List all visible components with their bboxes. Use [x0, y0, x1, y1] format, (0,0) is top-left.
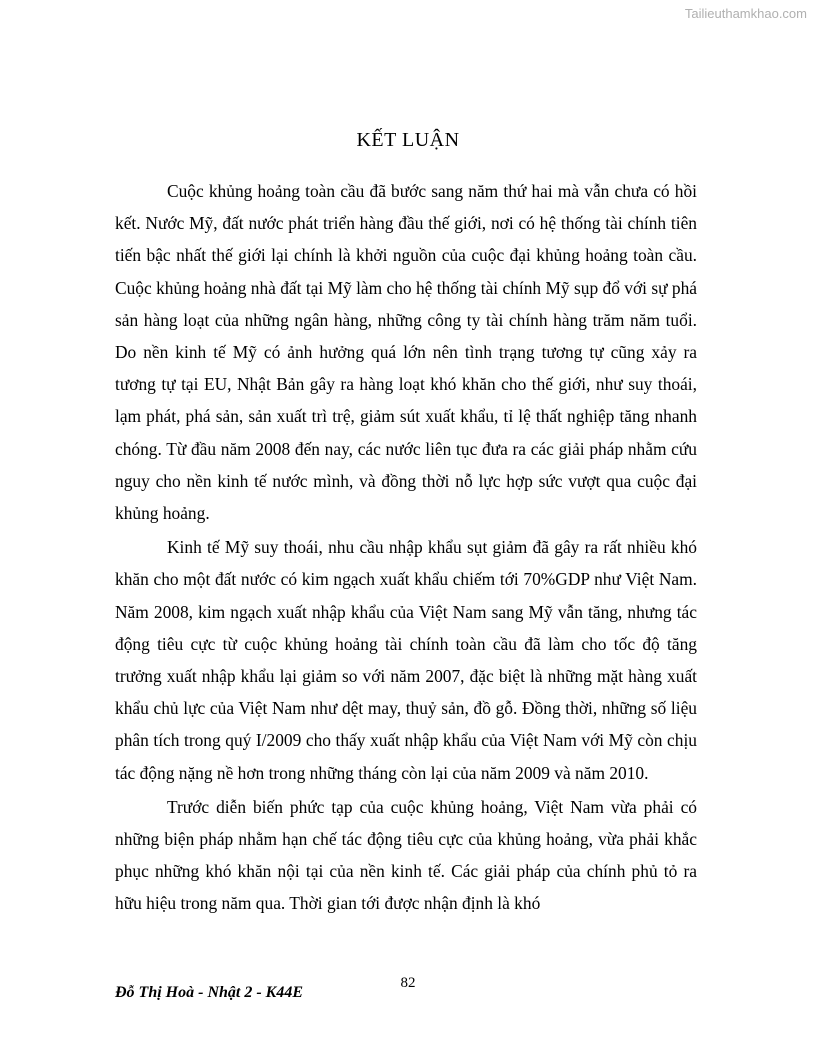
footer-author: Đỗ Thị Hoà - Nhật 2 - K44E [115, 984, 304, 1001]
watermark: Tailieuthamkhao.com [684, 6, 807, 21]
page-title: KẾT LUẬN [356, 129, 460, 151]
document-body [115, 175, 697, 922]
page-number: 82 [400, 975, 416, 991]
paragraph-3: Trước diễn biến phức tạp của cuộc khủng hoảng, Việt Nam vừa phải có những biện pháp nhằm hạn chế tác động tiêu cực của khủng hoảng, vừa phải khắc phục những khó khăn nội tại của nền kinh tế. Các giải pháp của chính phủ tỏ ra hữu hiệu trong năm qua. Thời gian tới được nhận định là khó [115, 796, 697, 914]
paragraph-2: Kinh tế Mỹ suy thoái, nhu cầu nhập khẩu sụt giảm đã gây ra rất nhiều khó khăn cho một đất nước có kim ngạch xuất khẩu chiếm tới 70%GDP như Việt Nam. Năm 2008, kim ngạch xuất nhập khẩu của Việt Nam sang Mỹ vẫn tăng, nhưng tác động tiêu cực từ cuộc khủng hoảng tài chính toàn cầu đã làm cho tốc độ tăng trưởng xuất nhập khẩu lại giảm so với năm 2007, đặc biệt là những mặt hàng xuất khẩu chủ lực của Việt Nam như dệt may, thuỷ sản, đồ gỗ. Đồng thời, những số liệu phân tích trong quý I/2009 cho thấy xuất nhập khẩu của Việt Nam với Mỹ còn chịu tác động nặng nề hơn trong những tháng còn lại của năm 2009 và năm 2010. [115, 537, 697, 783]
paragraph-1: Cuộc khủng hoảng toàn cầu đã bước sang năm thứ hai mà vẫn chưa có hồi kết. Nước Mỹ, đất nước phát triển hàng đầu thế giới, nơi có hệ thống tài chính tiên tiến bậc nhất thế giới lại chính là khởi nguồn của cuộc đại khủng hoảng toàn cầu. Cuộc khủng hoảng nhà đất tại Mỹ làm cho hệ thống tài chính Mỹ sụp đổ với sự phá sản hàng loạt của những ngân hàng, những công ty tài chính hàng trăm năm tuổi. Do nền kinh tế Mỹ có ảnh hưởng quá lớn nên tình trạng tương tự cũng xảy ra tương tự tại EU, Nhật Bản gây ra hàng loạt khó khăn cho thế giới, như suy thoái, lạm phát, phá sản, sản xuất trì trệ, giảm sút xuất khẩu, tỉ lệ thất nghiệp tăng nhanh chóng. Từ đầu năm 2008 đến nay, các nước liên tục đưa ra các giải pháp nhằm cứu nguy cho nền kinh tế nước mình, và đồng thời nỗ lực hợp sức vượt qua cuộc đại khủng hoảng. [115, 181, 697, 524]
